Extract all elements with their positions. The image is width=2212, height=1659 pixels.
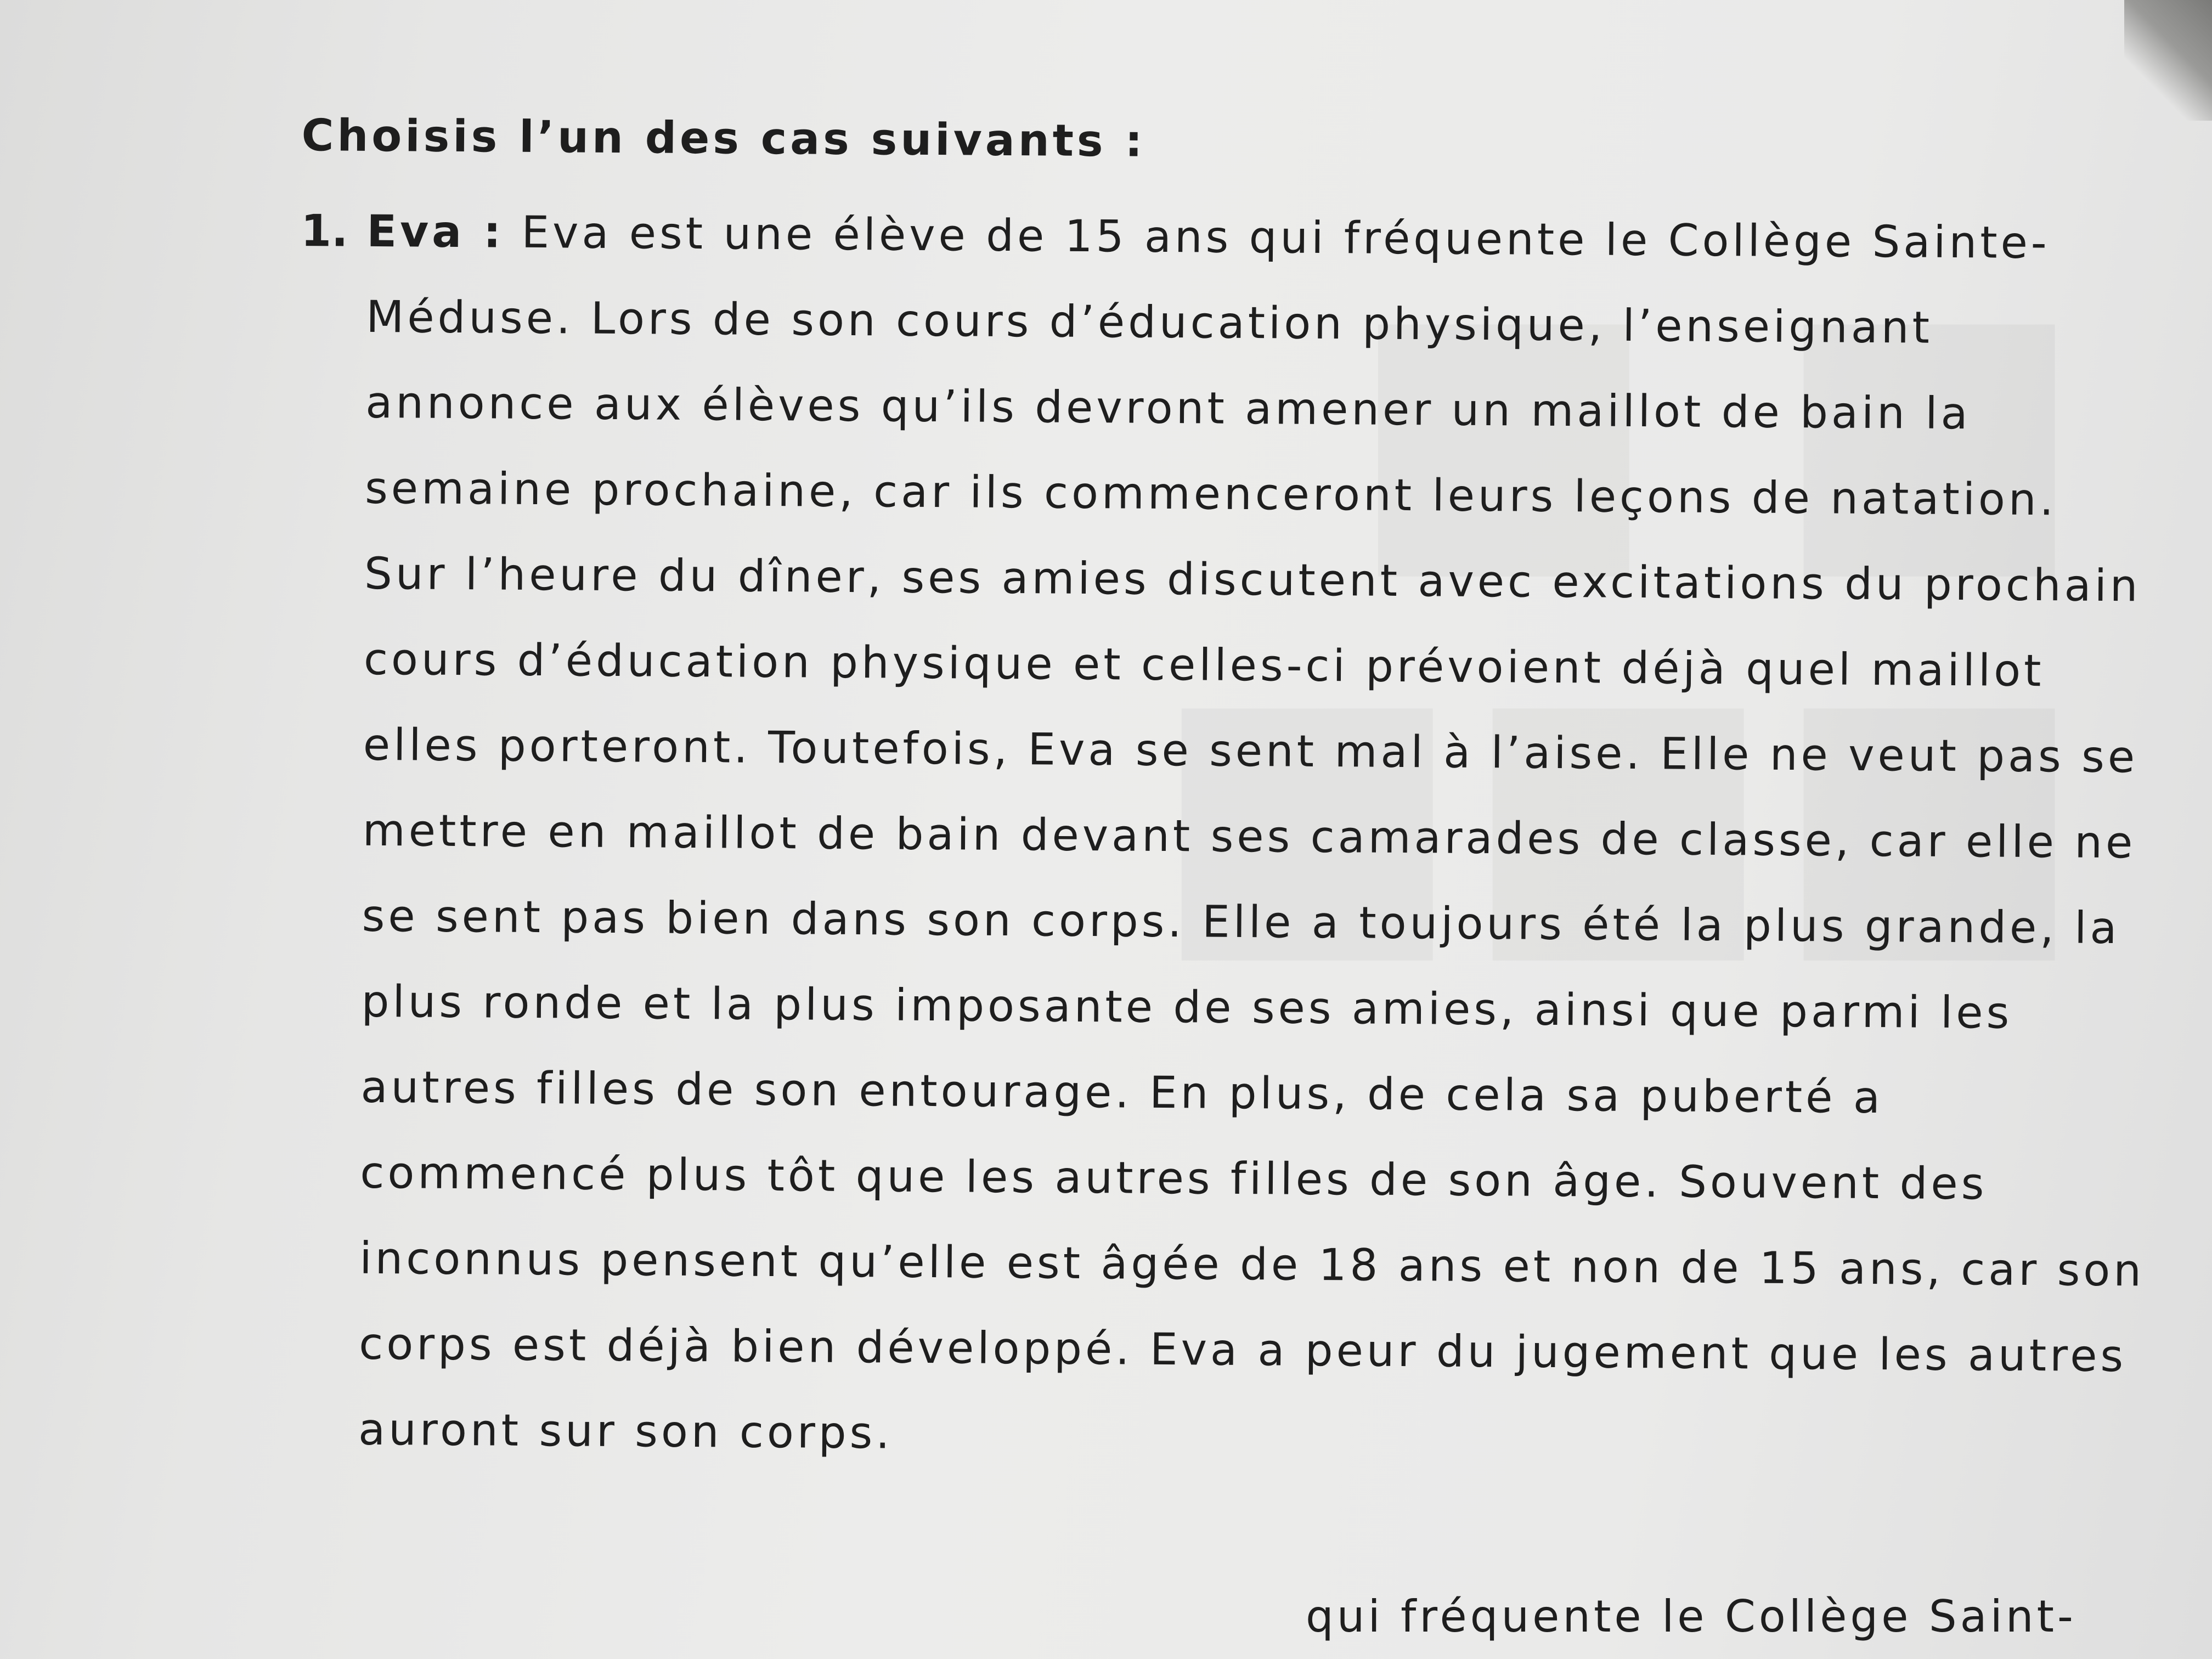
case-line: mettre en maillot de bain devant ses camarades de classe, car elle ne: [362, 804, 2136, 868]
case-line: Sur l’heure du dîner, ses amies discutent avec excitations du prochain: [364, 548, 2141, 612]
case-line-text: Eva est une élève de 15 ans qui fréquente le Collège Sainte-: [521, 206, 2051, 269]
case-line: semaine prochaine, car ils commenceront leurs leçons de natation.: [364, 462, 2057, 526]
case-line: auront sur son corps.: [358, 1403, 893, 1459]
case-line: annonce aux élèves qu’ils devront amener un maillot de bain la: [365, 376, 1971, 439]
case-line: corps est déjà bien développé. Eva a peur du jugement que les autres: [358, 1318, 2127, 1382]
case-line: plus ronde et la plus imposante de ses amies, ainsi que parmi les: [361, 975, 2013, 1039]
case-line: elles porteront. Toutefois, Eva se sent mal à l’aise. Elle ne veut pas se: [363, 719, 2138, 783]
case-line: [366, 189, 2112, 286]
case-line: inconnus pensent qu’elle est âgée de 18 ans et non de 15 ans, car son: [359, 1232, 2145, 1296]
case-line: commencé plus tôt que les autres filles de son âge. Souvent des: [360, 1147, 1988, 1210]
instruction-heading: Choisis l’un des cas suivants :: [301, 110, 1146, 167]
case-text: [358, 189, 2145, 1485]
case-line: autres filles de son entourage. En plus, de cela sa puberté a: [360, 1061, 1884, 1124]
page-corner: [2124, 0, 2212, 121]
case-item-eva: [292, 188, 2145, 1485]
case-line: cours d’éducation physique et celles-ci prévoient déjà quel maillot: [363, 633, 2045, 697]
case-line: se sent pas bien dans son corps. Elle a toujours été la plus grande, la: [362, 890, 2120, 954]
case-name: Eva :: [366, 205, 505, 258]
document-content: [292, 110, 2145, 1485]
case-line: Méduse. Lors de son cours d’éducation physique, l’enseignant: [366, 291, 1933, 353]
case-number: 1.: [301, 205, 348, 257]
next-case-fragment: qui fréquente le Collège Saint-: [1306, 1591, 2076, 1642]
